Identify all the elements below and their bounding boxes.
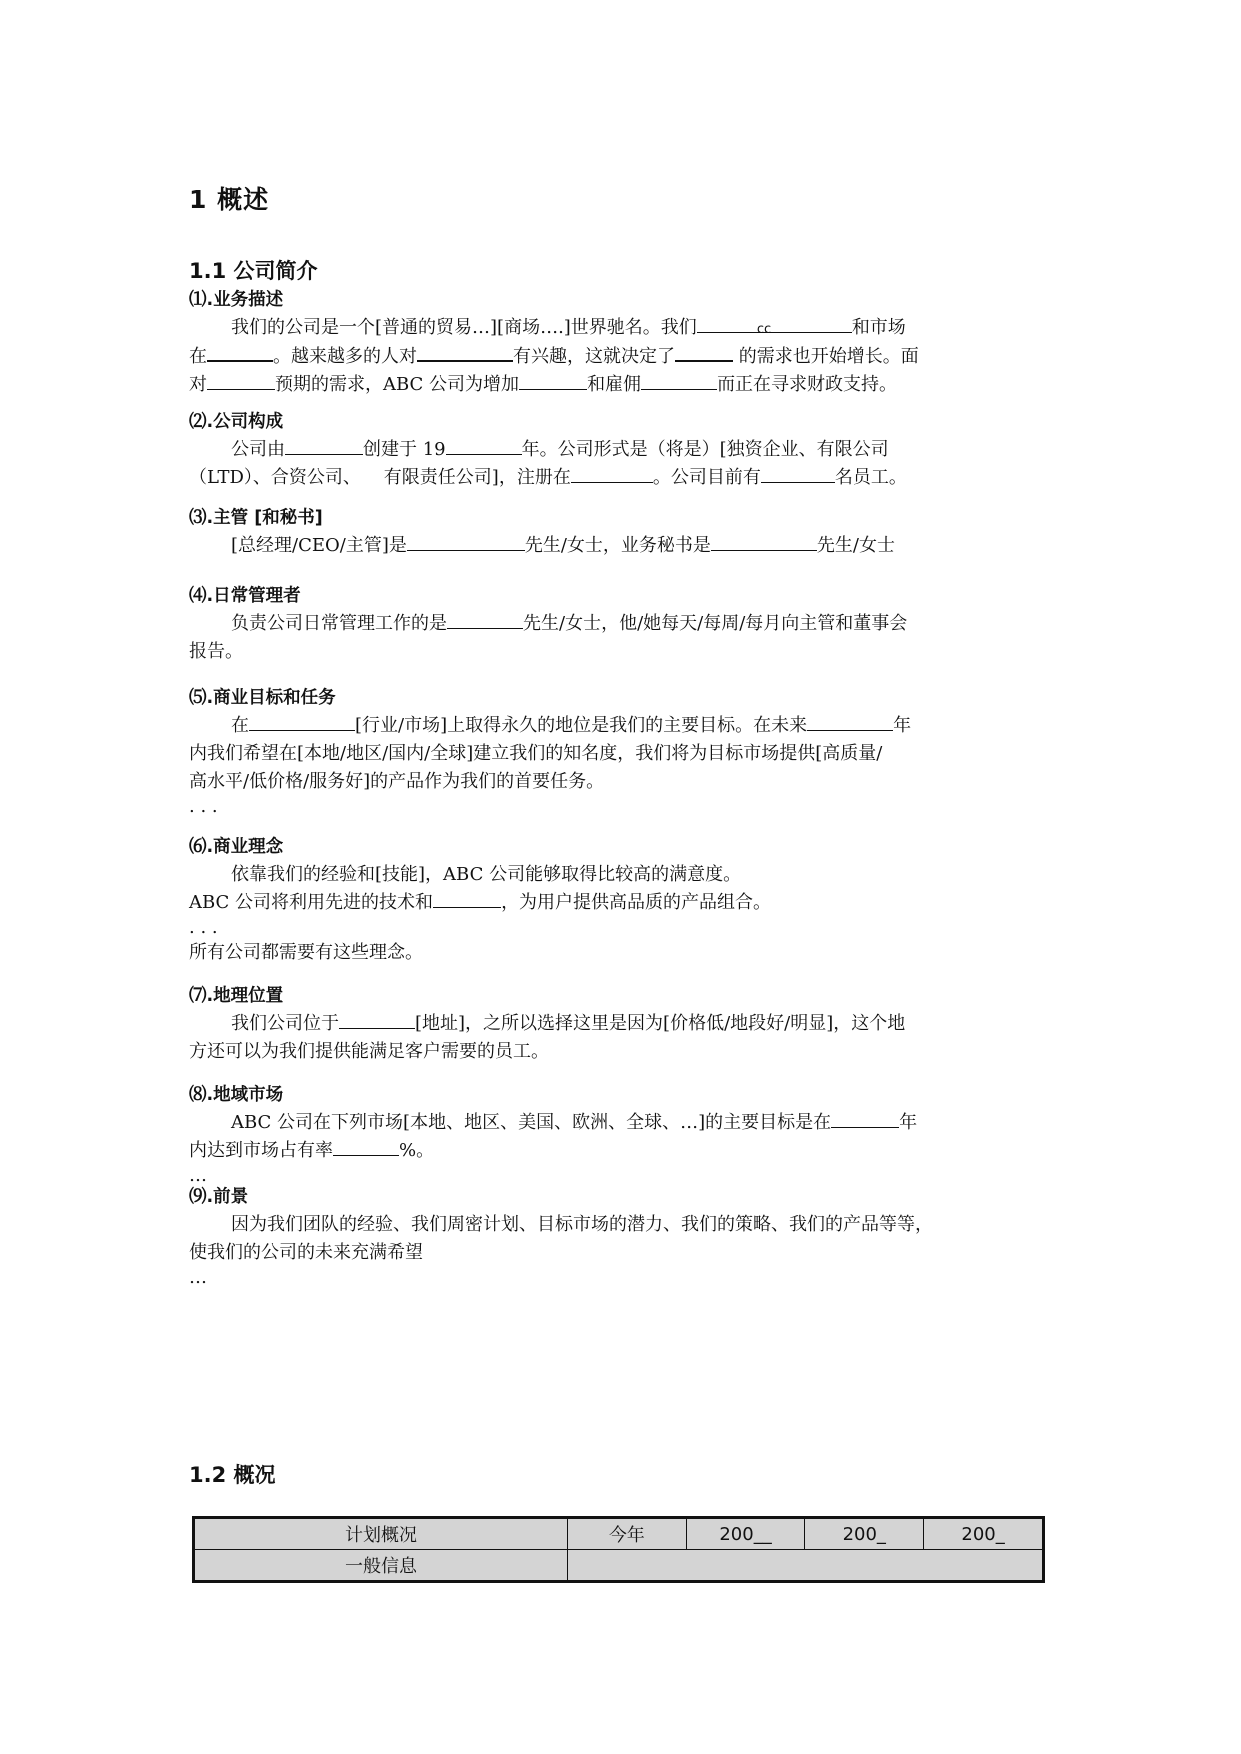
section-daily-manager: [189, 582, 1069, 666]
table-cell: [567, 1550, 1043, 1582]
section-title: ⑷.日常管理者: [189, 586, 301, 606]
fill-blank: [571, 464, 653, 483]
paragraph-line: 方还可以为我们提供能满足客户需要的员工。: [189, 1041, 549, 1062]
section-title: ⑼.前景: [189, 1187, 249, 1207]
table-header-cell: 今年: [567, 1518, 686, 1550]
paragraph-line: 负责公司日常管理工作的是 先生/女士，他/她每天/每周/每月向主管和董事会: [189, 610, 1069, 638]
paragraph-line: 在 [行业/市场]上取得永久的地位是我们的主要目标。在未来 年: [189, 712, 1069, 740]
heading-overview-summary: 1.2 概况: [189, 1463, 276, 1487]
ellipsis: . . .: [189, 796, 218, 817]
ellipsis: . . .: [189, 917, 218, 938]
section-business-goals: [189, 684, 1069, 818]
fill-blank: [447, 610, 523, 629]
paragraph-line: ABC 公司在下列市场[本地、地区、美国、欧洲、全球、…]的主要目标是在 年: [189, 1109, 1069, 1137]
fill-blank: [407, 532, 525, 551]
fill-blank: [761, 464, 835, 483]
ellipsis: …: [189, 1267, 207, 1288]
fill-blank: [285, 436, 363, 455]
fill-blank: [446, 436, 522, 455]
paragraph-line: 公司由 创建于 19 年。公司形式是（将是）[独资企业、有限公司: [189, 436, 1069, 464]
fill-blank: [675, 342, 733, 362]
table-row: [194, 1550, 1044, 1582]
paragraph-line: 报告。: [189, 641, 243, 662]
section-company-structure: [189, 408, 1069, 492]
fill-blank: [807, 712, 893, 731]
fill-blank: [207, 342, 273, 362]
paragraph-line: 高水平/低价格/服务好]的产品作为我们的首要任务。: [189, 771, 605, 792]
paragraph-line: 对 预期的需求，ABC 公司为增加 和雇佣 而正在寻求财政支持。: [189, 371, 1069, 399]
section-business-philosophy: [189, 833, 1069, 967]
fill-blank: [333, 1137, 399, 1156]
section-executives: [189, 504, 1069, 560]
paragraph-line: 内达到市场占有率 %。: [189, 1137, 1069, 1165]
fill-blank: [831, 1109, 899, 1128]
section-title: ⑹.商业理念: [189, 837, 284, 857]
paragraph-line: 因为我们团队的经验、我们周密计划、目标市场的潜力、我们的策略、我们的产品等等，: [231, 1214, 933, 1235]
fill-blank: [433, 889, 501, 908]
paragraph-line: [总经理/CEO/主管]是 先生/女士，业务秘书是 先生/女士: [189, 532, 1069, 560]
table-row-label: 一般信息: [194, 1550, 568, 1582]
paragraph-line: （LTD）、合资公司、 有限责任公司]，注册在 。公司目前有 名员工。: [189, 464, 1069, 492]
ellipsis: …: [189, 1165, 207, 1186]
section-regional-market: [189, 1081, 1069, 1187]
section-title: ⑶.主管 [和秘书]: [189, 508, 323, 528]
paragraph-line: 使我们的公司的未来充满希望: [189, 1242, 423, 1263]
table-header-cell: 200_: [924, 1518, 1044, 1550]
fill-blank: [641, 371, 717, 390]
fill-blank: [249, 712, 355, 731]
section-title: ⑸.商业目标和任务: [189, 688, 336, 708]
paragraph-line: ABC 公司将利用先进的技术和 ，为用户提供高品质的产品组合。: [189, 889, 1069, 917]
paragraph-line: 在 。越来越多的人对 有兴趣，这就决定了 的需求也开始增长。面: [189, 342, 1069, 371]
heading-company-intro: 1.1 公司简介: [189, 259, 318, 283]
cc-text: cc: [756, 322, 772, 337]
table-header-cell: 200__: [686, 1518, 805, 1550]
section-business-description: [189, 286, 1069, 399]
section-title: ⑻.地域市场: [189, 1085, 284, 1105]
section-location: [189, 982, 1069, 1066]
section-title: ⑺.地理位置: [189, 986, 284, 1006]
fill-blank: [519, 371, 587, 390]
fill-blank: [711, 532, 817, 551]
table-header-row: [194, 1518, 1044, 1550]
fill-blank: [207, 371, 275, 390]
fill-blank: [339, 1010, 415, 1029]
plan-overview-table: [192, 1516, 1045, 1583]
fill-blank: [697, 314, 852, 337]
section-title: ⑴.业务描述: [189, 290, 284, 310]
paragraph-line: 我们公司位于 [地址]，之所以选择这里是因为[价格低/地段好/明显]，这个地: [189, 1010, 1069, 1038]
table-header-cell: 计划概况: [194, 1518, 568, 1550]
paragraph-line: 内我们希望在[本地/地区/国内/全球]建立我们的知名度，我们将为目标市场提供[高质量/: [189, 743, 883, 764]
table-header-cell: 200_: [805, 1518, 924, 1550]
paragraph-line: 所有公司都需要有这些理念。: [189, 942, 423, 963]
section-prospects: [189, 1183, 1069, 1289]
section-title: ⑵.公司构成: [189, 412, 284, 432]
fill-blank: [417, 342, 513, 362]
paragraph-line: 依靠我们的经验和[技能]，ABC 公司能够取得比较高的满意度。: [231, 864, 742, 885]
heading-overview: 1 概述: [189, 185, 270, 214]
paragraph-line: 我们的公司是一个[普通的贸易…][商场….]世界驰名。我们 cc 和市场: [189, 314, 1069, 342]
